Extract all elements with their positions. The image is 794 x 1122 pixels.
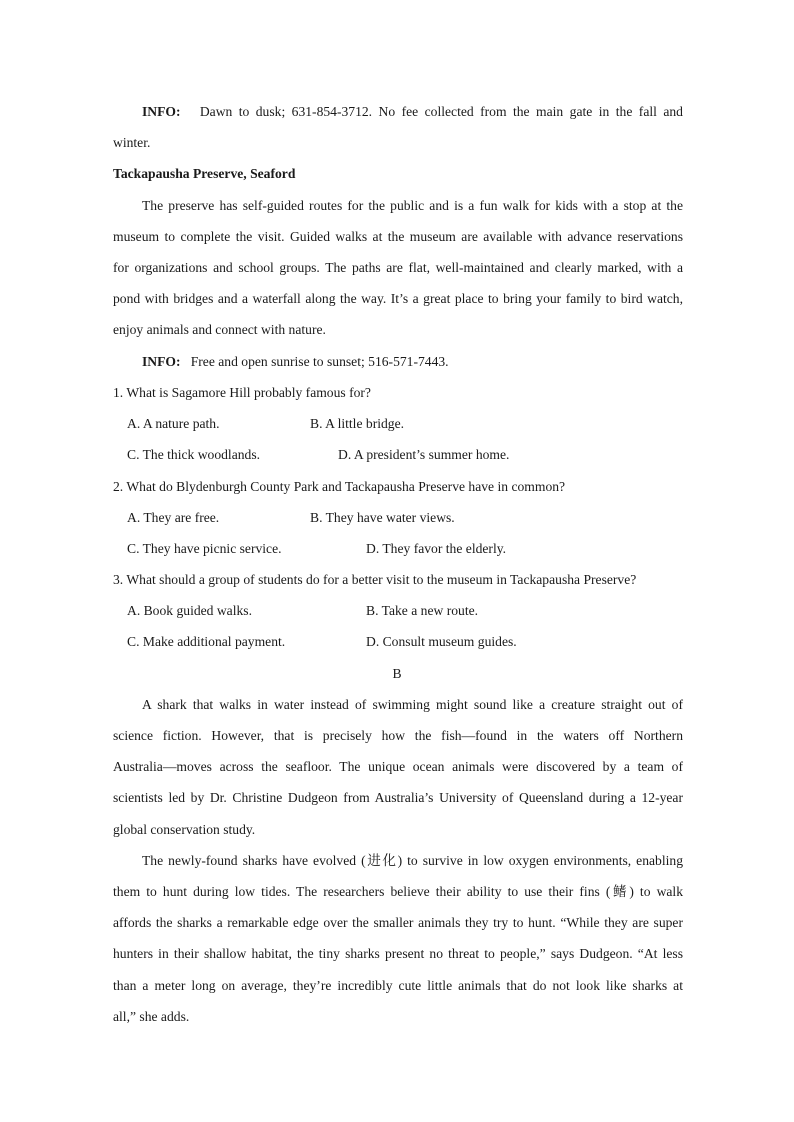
- answer-option: B. A little bridge.: [310, 416, 405, 431]
- question-stem: 1. What is Sagamore Hill probably famous for?: [113, 385, 371, 400]
- paragraph-line: them to hunt during low tides. The researchers believe their ability to use their fins (鳍) to walk: [113, 884, 683, 899]
- info-line-continued: winter.: [113, 135, 151, 150]
- paragraph-line: all,” she adds.: [113, 1009, 190, 1024]
- answer-option: B. They have water views.: [310, 510, 455, 525]
- answer-option: C. Make additional payment.: [127, 634, 286, 649]
- question-stem: 3. What should a group of students do for a better visit to the museum in Tackapausha Preserve?: [113, 572, 637, 587]
- answer-option: A. A nature path.: [127, 416, 220, 431]
- paragraph-line: The preserve has self-guided routes for the public and is a fun walk for kids with a stop at the: [142, 198, 683, 213]
- info-line: [142, 354, 449, 370]
- paragraph-line: enjoy animals and connect with nature.: [113, 322, 326, 337]
- info-text: Dawn to dusk; 631-854-3712. No fee collected from the main gate in the fall and: [199, 104, 683, 119]
- answer-option: D. Consult museum guides.: [366, 634, 517, 649]
- paragraph-line: Australia—moves across the seafloor. The unique ocean animals were discovered by a team of: [113, 759, 683, 774]
- paragraph-line: global conservation study.: [113, 822, 256, 837]
- answer-option: D. They favor the elderly.: [366, 541, 507, 556]
- paragraph-line: The newly-found sharks have evolved (进化) to survive in low oxygen environments, enabling: [142, 853, 683, 868]
- info-line: [142, 104, 683, 120]
- paragraph-line: affords the sharks a remarkable edge over the smaller animals they try to hunt. “While they are super: [113, 915, 683, 930]
- paragraph-line: scientists led by Dr. Christine Dudgeon from Australia’s University of Queensland during a 12-year: [113, 790, 683, 805]
- paragraph-line: than a meter long on average, they’re incredibly cute little animals that do not look like sharks at: [113, 978, 683, 993]
- answer-option: A. They are free.: [127, 510, 220, 525]
- info-text: Free and open sunrise to sunset; 516-571-7443.: [190, 354, 449, 369]
- paragraph-line: museum to complete the visit. Guided walks at the museum are available with advance reservations: [113, 229, 683, 244]
- answer-option: C. They have picnic service.: [127, 541, 282, 556]
- info-label: INFO:: [142, 104, 181, 119]
- section-heading: Tackapausha Preserve, Seaford: [113, 166, 296, 181]
- answer-option: D. A president’s summer home.: [338, 447, 510, 462]
- paragraph-line: pond with bridges and a waterfall along the way. It’s a great place to bring your family to bird watch,: [113, 291, 683, 306]
- paragraph-line: science fiction. However, that is precisely how the fish—found in the waters off Northern: [113, 728, 683, 743]
- paragraph-line: A shark that walks in water instead of swimming might sound like a creature straight out of: [142, 697, 683, 712]
- answer-option: C. The thick woodlands.: [127, 447, 261, 462]
- paragraph-line: hunters in their shallow habitat, the tiny sharks present no threat to people,” says Dudgeon. “At less: [113, 946, 683, 961]
- info-label: INFO:: [142, 354, 181, 369]
- section-heading-wrap: [113, 166, 683, 182]
- answer-option: A. Book guided walks.: [127, 603, 252, 618]
- part-title: B: [392, 666, 402, 681]
- paragraph-line: for organizations and school groups. The paths are flat, well-maintained and clearly marked, with a: [113, 260, 683, 275]
- answer-option: B. Take a new route.: [366, 603, 479, 618]
- question-stem: 2. What do Blydenburgh County Park and Tackapausha Preserve have in common?: [113, 479, 566, 494]
